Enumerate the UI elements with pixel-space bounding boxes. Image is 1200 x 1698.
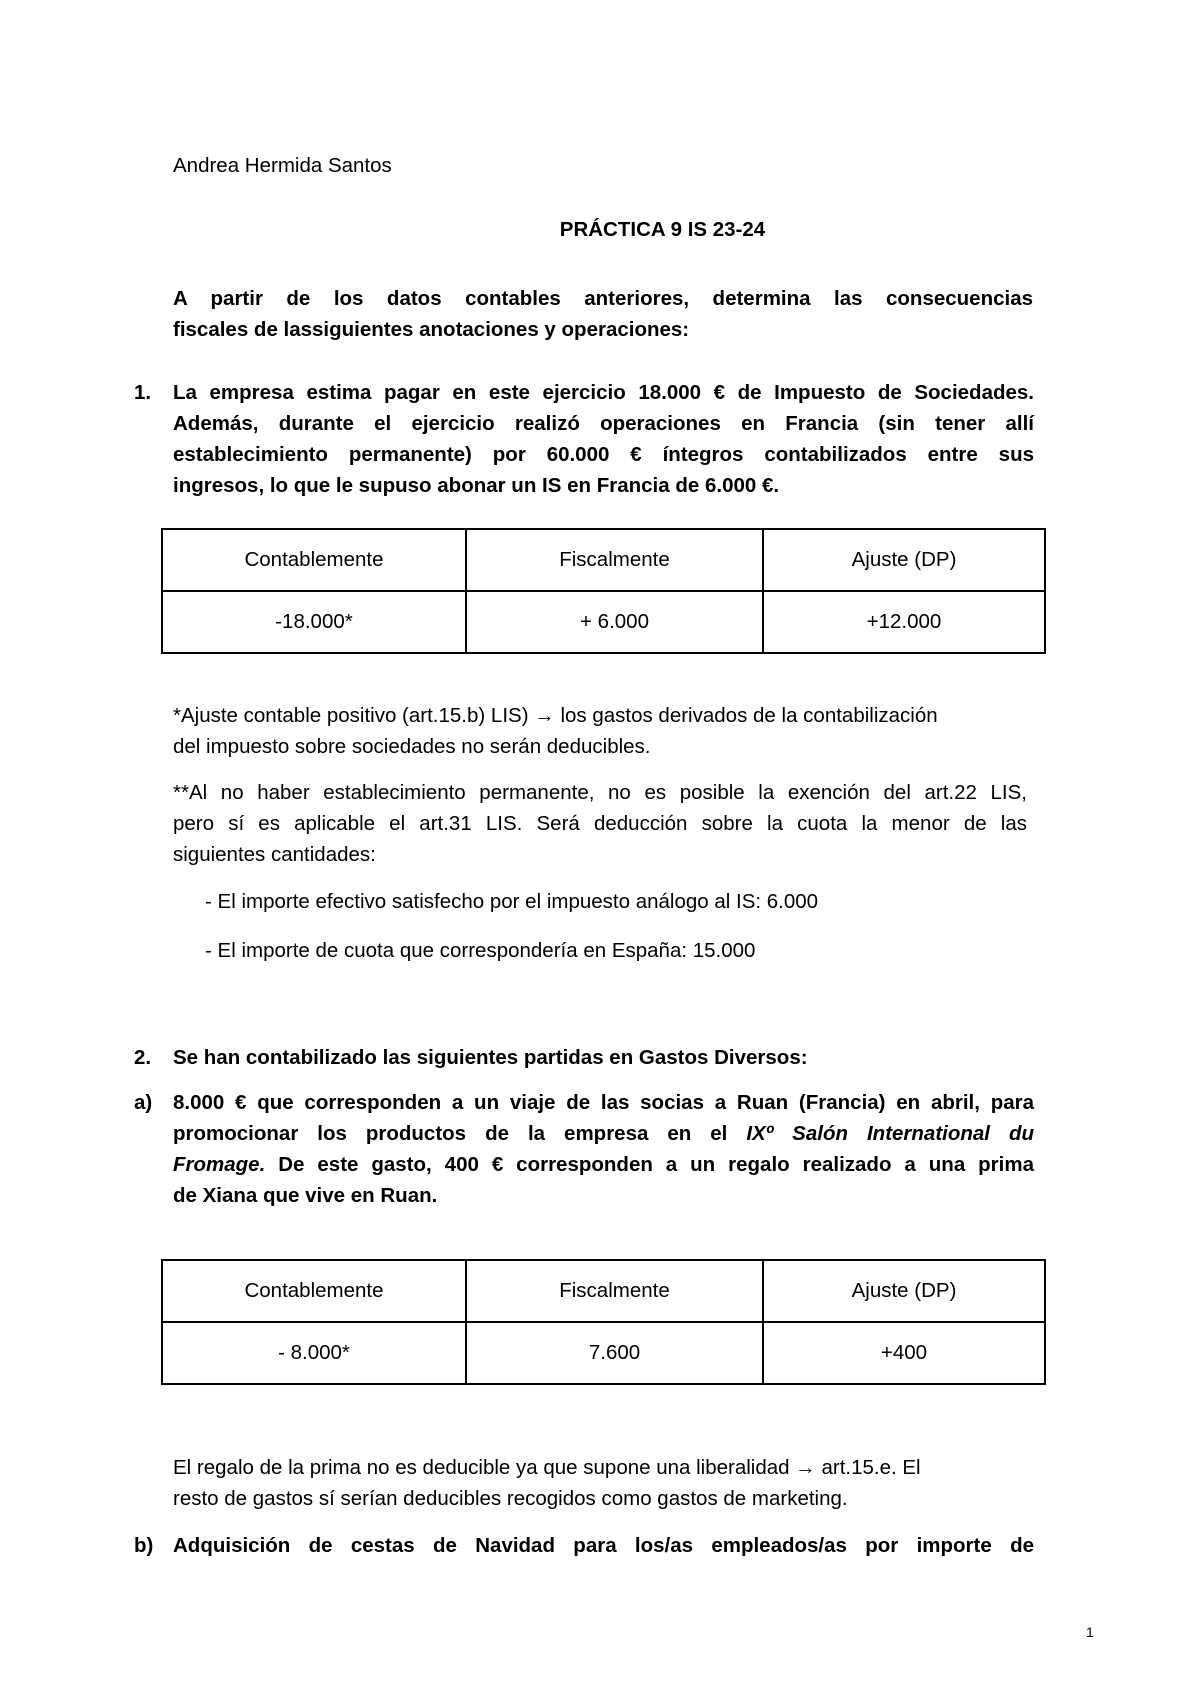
note-2-line-1: **Al no haber establecimiento permanente, no es posible la exención del art.22 LIS,: [173, 781, 1027, 804]
table-header-cell: Fiscalmente: [466, 529, 763, 591]
item-a-line-2: [173, 1118, 1034, 1150]
item-a-line-3: [173, 1149, 1034, 1181]
note-1-line-1: [173, 700, 1027, 732]
question-2-number: 2.: [134, 1046, 152, 1069]
note-2-line-3: siguientes cantidades:: [173, 843, 376, 866]
arrow-right-icon: →: [795, 1456, 816, 1479]
arrow-right-icon: →: [534, 704, 555, 727]
table-cell: 7.600: [466, 1322, 763, 1384]
table-cell: - 8.000*: [162, 1322, 466, 1384]
item-a-note-line-1: [173, 1452, 1027, 1484]
author-name: Andrea Hermida Santos: [173, 154, 392, 177]
question-1-line-4: ingresos, lo que le supuso abonar un IS en Francia de 6.000 €.: [173, 474, 780, 497]
question-1-line-2: Además, durante el ejercicio realizó operaciones en Francia (sin tener allí: [173, 412, 1034, 435]
item-a-line-4: de Xiana que vive en Ruan.: [173, 1184, 438, 1207]
bullet-item: - El importe de cuota que correspondería en España: 15.000: [205, 939, 756, 962]
item-b-letter: b): [134, 1534, 154, 1557]
note-1-text-a: *Ajuste contable positivo (art.15.b) LIS): [173, 704, 529, 727]
note-2-line-2: pero sí es aplicable el art.31 LIS. Será deducción sobre la cuota la menor de las: [173, 812, 1027, 835]
table-row: [162, 1322, 1045, 1384]
question-2-heading: Se han contabilizado las siguientes partidas en Gastos Diversos:: [173, 1046, 808, 1069]
item-a-note-text-b: art.15.e. El: [821, 1456, 921, 1479]
table-header-cell: Ajuste (DP): [763, 1260, 1045, 1322]
page-title: PRÁCTICA 9 IS 23-24: [559, 218, 766, 241]
bullet-item: - El importe efectivo satisfecho por el impuesto análogo al IS: 6.000: [205, 890, 819, 913]
item-a-line-2-italic: IXº Salón International du: [746, 1122, 1035, 1145]
table-header-row: [162, 529, 1045, 591]
note-1-line-2: del impuesto sobre sociedades no serán deducibles.: [173, 735, 651, 758]
table-header-row: [162, 1260, 1045, 1322]
table-header-cell: Ajuste (DP): [763, 529, 1045, 591]
table-cell: + 6.000: [466, 591, 763, 653]
item-b-line-1: Adquisición de cestas de Navidad para los/as empleados/as por importe de: [173, 1534, 1034, 1557]
table-cell: +400: [763, 1322, 1045, 1384]
note-1-text-b: los gastos derivados de la contabilización: [560, 704, 938, 727]
table-cell: +12.000: [763, 591, 1045, 653]
item-a-line-3-text: De este gasto, 400 € corresponden a un regalo realizado a una prima: [278, 1153, 1034, 1176]
table-cell: -18.000*: [162, 591, 466, 653]
item-a-line-1: 8.000 € que corresponden a un viaje de las socias a Ruan (Francia) en abril, para: [173, 1091, 1034, 1114]
intro-line-2: fiscales de lassiguientes anotaciones y operaciones:: [173, 318, 690, 341]
item-a-note-text-a: El regalo de la prima no es deducible ya que supone una liberalidad: [173, 1456, 790, 1479]
item-a-line-3-italic: Fromage.: [173, 1153, 266, 1176]
table-header-cell: Fiscalmente: [466, 1260, 763, 1322]
item-a-note-line-2: resto de gastos sí serían deducibles recogidos como gastos de marketing.: [173, 1487, 848, 1510]
question-1-table: [161, 528, 1046, 654]
table-header-cell: Contablemente: [162, 529, 466, 591]
item-a-letter: a): [134, 1091, 153, 1114]
question-1-line-3: establecimiento permanente) por 60.000 € íntegros contabilizados entre sus: [173, 443, 1034, 466]
table-row: [162, 591, 1045, 653]
intro-line-1: A partir de los datos contables anteriores, determina las consecuencias: [173, 287, 1033, 310]
page-number: 1: [1086, 1624, 1094, 1640]
question-1-number: 1.: [134, 381, 152, 404]
question-2a-table: [161, 1259, 1046, 1385]
table-header-cell: Contablemente: [162, 1260, 466, 1322]
question-1-line-1: La empresa estima pagar en este ejercicio 18.000 € de Impuesto de Sociedades.: [173, 381, 1034, 404]
item-a-line-2-text: promocionar los productos de la empresa en el: [173, 1122, 728, 1145]
